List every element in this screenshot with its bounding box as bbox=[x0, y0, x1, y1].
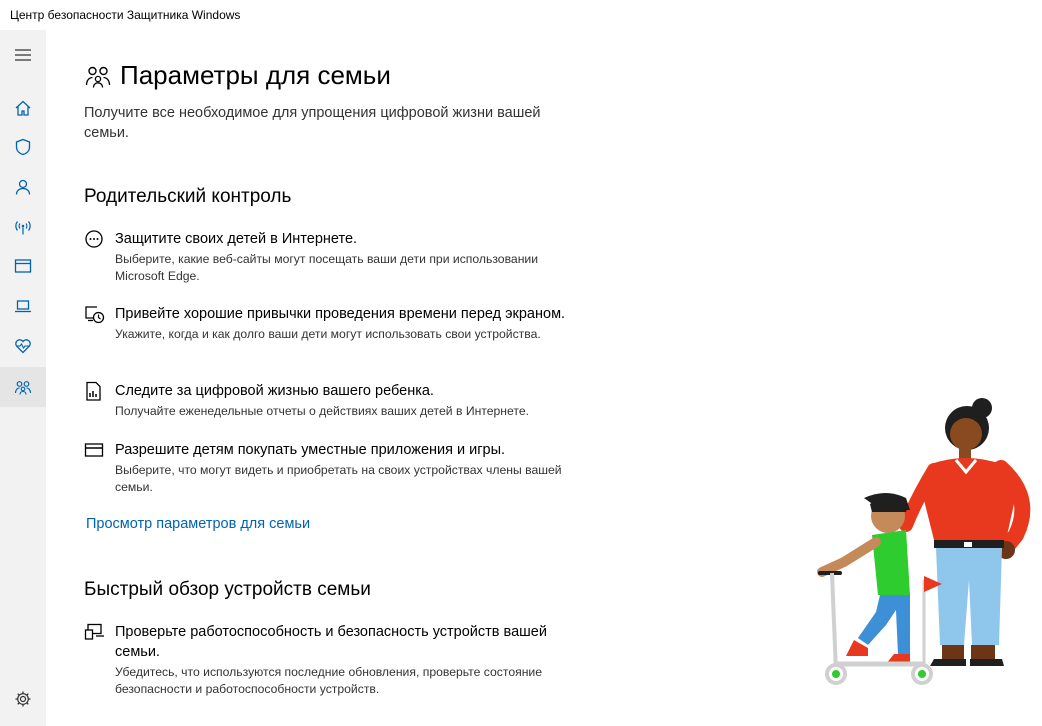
list-item bbox=[84, 229, 584, 285]
item-heading: Разрешите детям покупать уместные приложения и игры. bbox=[115, 442, 506, 458]
page-subtitle: Получите все необходимое для упрощения цифровой жизни вашей семьи. bbox=[84, 105, 541, 141]
laptop-icon bbox=[14, 297, 32, 315]
sidebar-item-app-browser[interactable] bbox=[0, 246, 46, 286]
sidebar-item-home[interactable] bbox=[0, 88, 46, 128]
sidebar-item-account-protection[interactable] bbox=[0, 167, 46, 207]
item-heading: Защитите своих детей в Интернете. bbox=[115, 231, 358, 247]
sidebar-item-device-health[interactable] bbox=[0, 326, 46, 366]
card-icon bbox=[84, 440, 106, 462]
list-item bbox=[84, 304, 584, 343]
item-description: Укажите, когда и как долго ваши дети могут использовать свои устройства. bbox=[115, 327, 541, 341]
family-icon bbox=[14, 378, 32, 396]
item-description: Убедитесь, что используются последние обновления, проверьте состояние безопасности и работоспособности устройств. bbox=[115, 665, 543, 696]
item-description: Получайте еженедельные отчеты о действиях ваших детей в Интернете. bbox=[115, 404, 530, 418]
sidebar bbox=[0, 30, 46, 726]
screen-time-icon bbox=[84, 304, 106, 326]
view-family-settings-link[interactable]: Просмотр параметров для семьи bbox=[86, 516, 311, 532]
hamburger-icon bbox=[14, 46, 32, 64]
page-title: Параметры для семьи bbox=[120, 60, 391, 90]
list-item bbox=[84, 381, 584, 420]
wireless-icon bbox=[14, 218, 32, 236]
page-header bbox=[84, 60, 391, 91]
web-dots-icon bbox=[84, 229, 106, 251]
item-description: Выберите, какие веб-сайты могут посещать ваши дети при использовании Microsoft Edge. bbox=[115, 252, 539, 283]
settings-button[interactable] bbox=[0, 679, 46, 719]
sidebar-item-device-security[interactable] bbox=[0, 286, 46, 326]
title-bar bbox=[0, 0, 1042, 30]
item-description: Выберите, что могут видеть и приобретать на своих устройствах члены вашей семьи. bbox=[115, 463, 562, 494]
gear-icon bbox=[14, 690, 32, 708]
section-title-parental: Родительский контроль bbox=[84, 186, 292, 207]
heart-pulse-icon bbox=[14, 337, 32, 355]
person-icon bbox=[14, 178, 32, 196]
family-icon bbox=[84, 62, 112, 90]
main-content bbox=[46, 30, 1042, 726]
sidebar-item-firewall[interactable] bbox=[0, 207, 46, 247]
item-heading: Привейте хорошие привычки проведения времени перед экраном. bbox=[115, 306, 566, 322]
section-title-devices: Быстрый обзор устройств семьи bbox=[84, 579, 371, 600]
home-icon bbox=[14, 99, 32, 117]
sidebar-item-virus-protection[interactable] bbox=[0, 127, 46, 167]
window-title: Центр безопасности Защитника Windows bbox=[10, 8, 241, 22]
report-icon bbox=[84, 381, 106, 403]
list-item bbox=[84, 622, 584, 698]
item-heading: Следите за цифровой жизнью вашего ребенка. bbox=[115, 383, 434, 399]
sidebar-item-family[interactable] bbox=[0, 367, 46, 407]
item-heading: Проверьте работоспособность и безопасность устройств вашей семьи. bbox=[115, 624, 547, 660]
browser-window-icon bbox=[14, 257, 32, 275]
devices-icon bbox=[84, 622, 106, 644]
shield-icon bbox=[14, 138, 32, 156]
family-illustration bbox=[806, 390, 1042, 700]
menu-button[interactable] bbox=[0, 35, 46, 75]
list-item bbox=[84, 440, 584, 496]
